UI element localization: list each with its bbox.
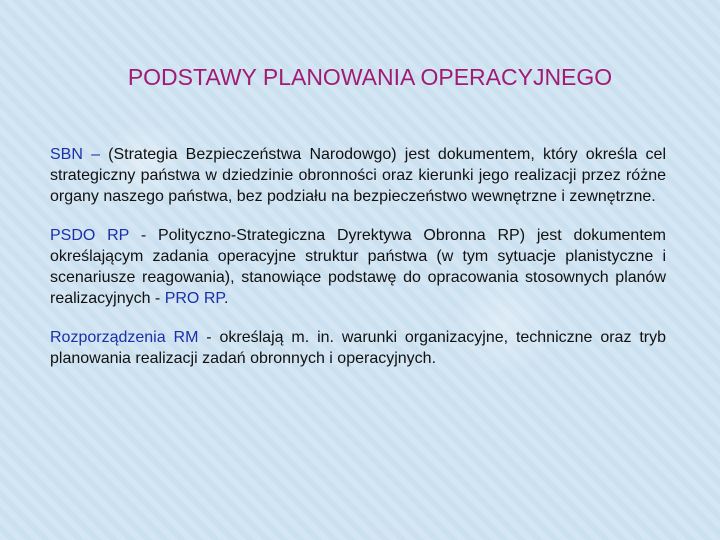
paragraph-psdo-text: - Polityczno-Strategiczna Dyrektywa Obronna RP) jest dokumentem określającym zadania operacyjne struktur państwa (w tym sytuacje planistyczne i scenariusze reagowania), stanowiące podstawę do opracowania stosownych planów realizacyjnych - [50,227,666,307]
paragraph-psdo [50,225,666,309]
paragraph-psdo-tail: . [223,290,229,307]
slide-title: PODSTAWY PLANOWANIA OPERACYJNEGO [127,64,613,90]
term-psdo: PSDO RP [50,227,130,244]
term-rozporzadzenia: Rozporządzenia RM [50,329,199,346]
paragraph-rozporzadzenia [50,327,666,369]
paragraph-rozporzadzenia-text: - określają m. in. warunki organizacyjne, techniczne oraz tryb planowania realizacji zadań obronnych i operacyjnych. [50,329,667,367]
term-sbn: SBN – [50,146,109,163]
paragraph-sbn [50,144,666,207]
term-pro-rp: PRO RP [164,290,224,307]
paragraph-sbn-text: (Strategia Bezpieczeństwa Narodowgo) jest dokumentem, który określa cel strategiczny państwa w dziedzinie obronności oraz kierunki jego realizacji przez różne organy naszego państwa, bez podziału na bezpieczeństwo wewnętrzne i zewnętrzne. [50,146,667,205]
slide-body [50,144,666,387]
